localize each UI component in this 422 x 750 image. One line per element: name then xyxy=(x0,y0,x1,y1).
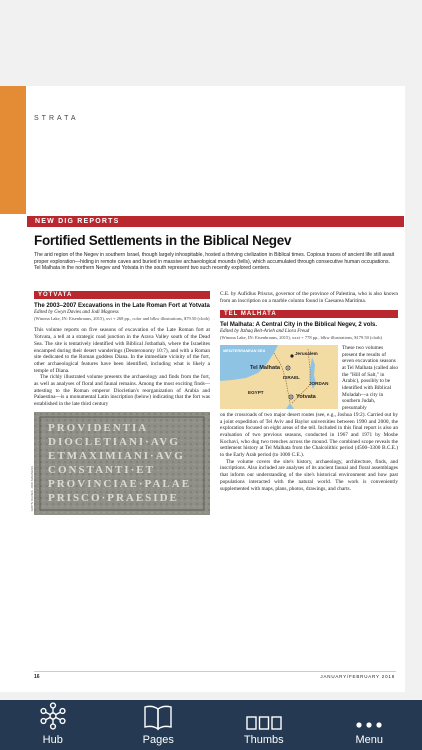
bottom-tab-bar xyxy=(0,700,422,750)
left-column xyxy=(30,291,210,515)
tel-malhata-publisher: (Winona Lake, IN: Eisenbrauns, 2015), xxxi + 778 pp., b&w illustrations, $179.50 (cloth) xyxy=(220,335,382,341)
map-label-jordan: JORDAN xyxy=(309,380,329,386)
map-label-tel-malhata: Tel Malhata xyxy=(250,364,281,371)
yotvata-label: YOTVATA xyxy=(34,291,210,299)
svg-text:PROVINCIAE·PALAE: PROVINCIAE·PALAE xyxy=(48,477,192,490)
article-intro: The arid region of the Negev in southern Israel, though largely inhospitable, hosted a thriving civilization in Biblical times. Copious traces of ancient life still await proper exploration—hiding in remote caves and buried in massive archaeological mounds (tells), which accumulated through consecutive human occupations. Tel Malhata in the northern Negev and Yotvata in the south represent two such recently explored centers. xyxy=(34,252,395,272)
page-number: 16 xyxy=(34,674,40,680)
map-label-jerusalem: Jerusalem xyxy=(295,350,318,356)
tab-thumbs[interactable] xyxy=(211,700,317,750)
region-map xyxy=(220,345,338,409)
right-column xyxy=(220,291,398,492)
tab-hub[interactable] xyxy=(0,700,106,750)
map-label-egypt: EGYPT xyxy=(248,389,264,395)
yotvata-paragraph-1: This volume reports on five seasons of excavation of the Late Roman fort at Yotvata, a tell at a strategic road junction in the Arava Valley south of the Dead Sea. The site is tentatively identified with Biblical Jotbathah, where the Israelites encamped during their desert wanderings (Deuteronomy 10:7), and with a Roman site dedicated to the Roman goddess Diana. In the immediate vicinity of the fort, other archaeological features have been identified, including what is likely a temple of Diana. xyxy=(34,327,210,374)
svg-text:PRISCO·PRAESIDE: PRISCO·PRAESIDE xyxy=(48,491,179,504)
tel-malhata-beside-map: These two volumes present the results of seven excavation seasons at Tel Malhata (called also the "Hill of Salt," in Arabic), possibly to be identified with Biblical Moladah—a city in southern Judah, presumably xyxy=(342,344,399,412)
yotvata-book-title: The 2003–2007 Excavations in the Late Roman Fort at Yotvata xyxy=(34,303,210,309)
yotvata-paragraph-2: The richly illustrated volume presents the archaeology and finds from the fort, as well as analyses of floral and faunal remains. Among the most exciting finds—attesting to the Roman emperor Diocletian's reorganization of Arabia and Palaestina—is a monumental Latin inscription (below) indicating that the fort was established in the late third century xyxy=(34,374,210,408)
svg-text:ETMAXIMIANI·AVG: ETMAXIMIANI·AVG xyxy=(48,449,185,462)
tab-thumbs-label: Thumbs xyxy=(243,734,284,746)
yotvata-editors: Edited by Gwyn Davies and Jodi Magness xyxy=(34,310,119,315)
svg-text:DIOCLETIANI·AVG: DIOCLETIANI·AVG xyxy=(48,435,180,448)
svg-text:PROVIDENTIA: PROVIDENTIA xyxy=(48,421,149,434)
tab-menu-label: Menu xyxy=(355,734,384,746)
map-label-yotvata: Yotvata xyxy=(296,393,316,400)
tel-malhata-paragraph-2: The volume covers the site's history, archaeology, architecture, finds, and inscriptions. Also included are analyses of its ancient faunal and floral assemblages that inform our understanding of the site's historical environment and how past populations interacted with the natural world. The work is conveniently supplemented with maps, plans, photos, drawings, and charts. xyxy=(220,458,398,492)
thumbs-icon xyxy=(246,716,282,730)
yotvata-continuation: C.E. by Aufidius Priscus, governor of the province of Palestina, who is also known from an inscription on a marble column found in Caesarea Maritima. xyxy=(220,291,398,304)
section-color-tab xyxy=(0,86,26,214)
photo-credit: GWYN DAVIES, JODI MAGNESS xyxy=(30,465,34,511)
pages-icon xyxy=(143,704,173,730)
menu-icon xyxy=(355,720,383,730)
tab-pages[interactable] xyxy=(106,700,212,750)
issue-date: JANUARY/FEBRUARY 2018 xyxy=(320,674,395,679)
tel-malhata-label: TEL MALHATA xyxy=(220,310,398,318)
running-head: STRATA xyxy=(34,115,79,122)
svg-text:CONSTANTI·ET: CONSTANTI·ET xyxy=(48,463,155,476)
magazine-page xyxy=(0,86,405,692)
hub-icon xyxy=(39,702,67,730)
tab-hub-label: Hub xyxy=(42,734,63,746)
map-and-text xyxy=(220,345,398,412)
tab-menu[interactable] xyxy=(317,700,422,750)
tel-malhata-book-title: Tel Malhata: A Central City in the Biblical Negev, 2 vols. xyxy=(220,322,378,329)
map-label-sea: MEDITERRANEAN SEA xyxy=(223,348,266,353)
section-label: NEW DIG REPORTS xyxy=(27,216,404,227)
map-label-israel: ISRAEL xyxy=(283,374,300,380)
tel-malhata-paragraph-1: on the crossroads of two major desert routes (see, e.g., Joshua 19:2). Carried out by a joint expedition of Tel Aviv and Baylor universities between 1990 and 2000, the exploration focused on eight areas of the tell. Included in this final report is also an evaluation of two previous seasons, conducted in 1967 and 1971 by Moshe Kochavi, who dug two trenches across the mound. The combined scope reveals the settlement history at Tel Malhata from the Chalcolithic period (4500–3300 B.C.E.) to the Early Arab period (to 1000 C.E.). xyxy=(220,411,398,459)
yotvata-publisher: (Winona Lake, IN: Eisenbrauns, 2015), xvi + 268 pp., color and b&w illustrations, $79.50 (cloth) xyxy=(34,316,210,321)
footer-rule xyxy=(34,671,396,672)
latin-inscription-photo xyxy=(30,412,210,515)
tel-malhata-editors: Edited by Itzhaq Beit-Arieh and Liora Freud xyxy=(220,329,310,335)
article-headline: Fortified Settlements in the Biblical Negev xyxy=(34,233,292,248)
tab-pages-label: Pages xyxy=(142,734,174,746)
